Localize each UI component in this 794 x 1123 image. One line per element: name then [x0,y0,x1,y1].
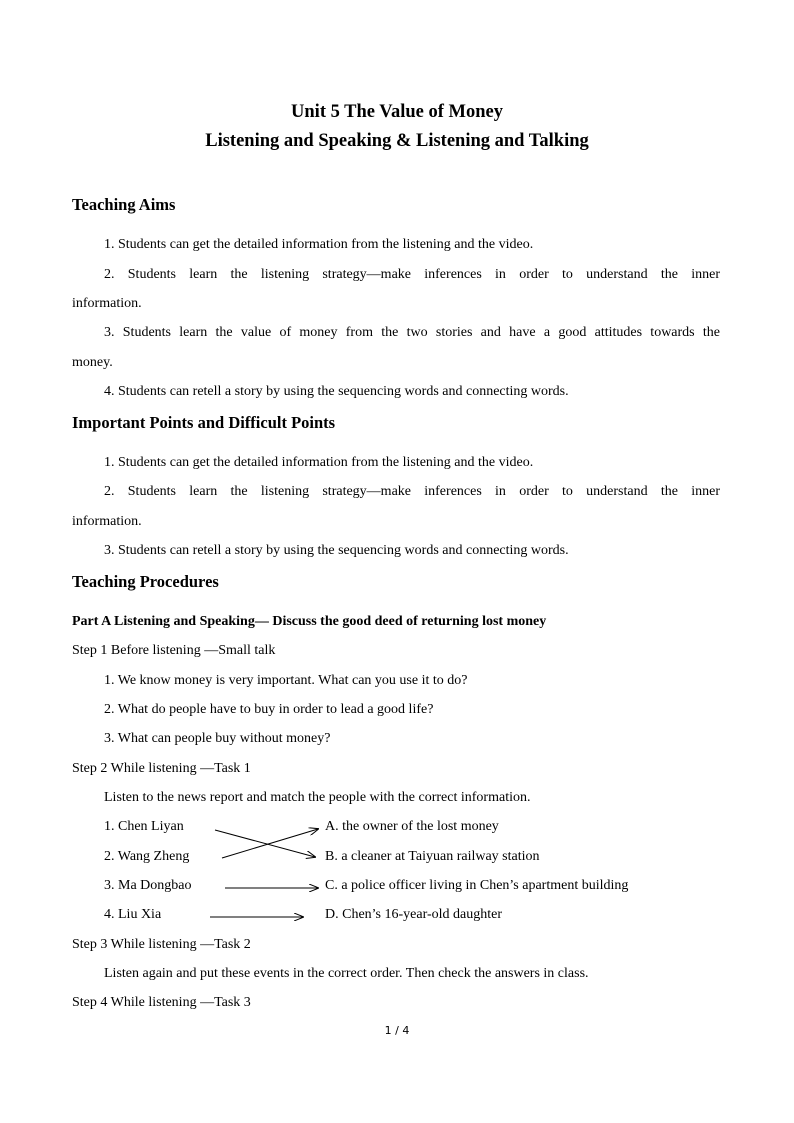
arrow-1-to-b [215,830,315,857]
point-item-3: 3. Students can retell a story by using the sequencing words and connecting words. [104,543,569,558]
aim-item-1: 1. Students can get the detailed information from the listening and the video. [104,237,534,252]
point-item-1: 1. Students can get the detailed information from the listening and the video. [104,455,534,470]
page-number: 1 / 4 [384,1024,410,1037]
match-left-1: 1. Chen Liyan [104,819,184,834]
aim-item-3: 3. Students learn the value of money from the two stories and have a good attitudes towards the [104,325,720,340]
point-item-2: 2. Students learn the listening strategy—make inferences in order to understand the inner [104,484,720,499]
step-4: Step 4 While listening —Task 3 [72,995,251,1010]
question-2: 2. What do people have to buy in order to lead a good life? [104,702,434,717]
aim-item-2: 2. Students learn the listening strategy—make inferences in order to understand the inner [104,267,720,282]
match-right-a: A. the owner of the lost money [325,819,499,834]
question-1: 1. We know money is very important. What can you use it to do? [104,673,468,688]
match-right-d: D. Chen’s 16-year-old daughter [325,907,503,922]
aim-item-4: 4. Students can retell a story by using the sequencing words and connecting words. [104,384,569,399]
question-3: 3. What can people buy without money? [104,731,331,746]
part-a-heading: Part A Listening and Speaking— Discuss the good deed of returning lost money [72,614,547,629]
aim-item-2-cont: information. [72,296,142,311]
teaching-aims-heading: Teaching Aims [72,195,176,214]
arrow-2-to-a [222,829,318,858]
match-left-4: 4. Liu Xia [104,907,162,922]
step-1: Step 1 Before listening —Small talk [72,643,276,658]
match-right-c: C. a police officer living in Chen’s apartment building [325,878,629,893]
step-3: Step 3 While listening —Task 2 [72,937,251,952]
match-left-2: 2. Wang Zheng [104,849,190,864]
key-points-heading: Important Points and Difficult Points [72,413,336,432]
step-2: Step 2 While listening —Task 1 [72,761,251,776]
task-2-instruction: Listen again and put these events in the correct order. Then check the answers in class. [104,966,589,981]
doc-subtitle: Listening and Speaking & Listening and Talking [205,131,589,151]
point-item-2-cont: information. [72,514,142,529]
match-right-b: B. a cleaner at Taiyuan railway station [325,849,540,864]
doc-title: Unit 5 The Value of Money [291,102,503,122]
match-left-3: 3. Ma Dongbao [104,878,192,893]
procedures-heading: Teaching Procedures [72,572,219,591]
aim-item-3-cont: money. [72,355,113,370]
task-1-instruction: Listen to the news report and match the people with the correct information. [104,790,531,805]
